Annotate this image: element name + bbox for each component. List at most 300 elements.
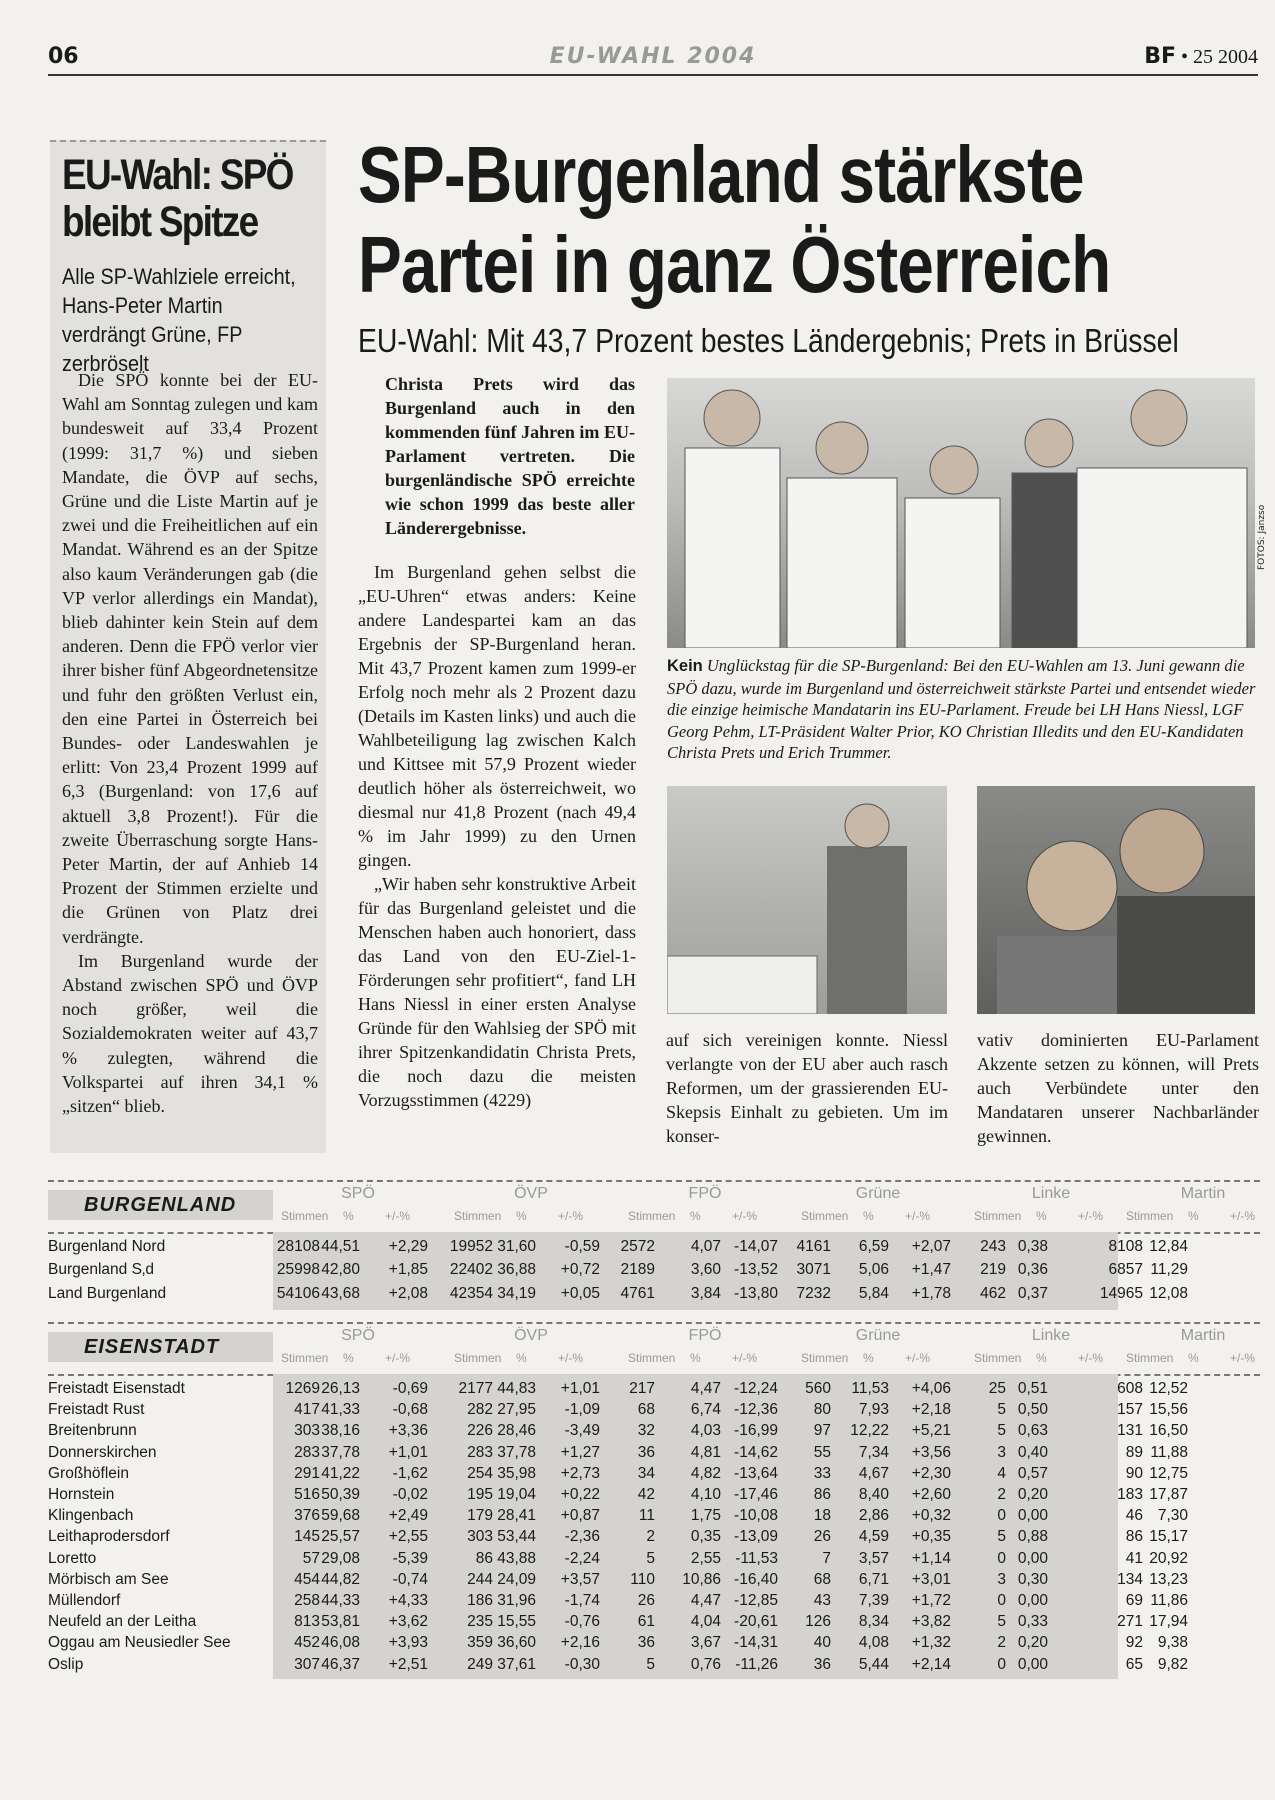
table-cell: +1,01 [560,1380,600,1397]
table-cell: -1,62 [392,1464,428,1482]
photo-placeholder-icon [977,786,1255,1014]
column-subheader: +/-% [732,1351,758,1365]
table-cell: 31,96 [497,1592,536,1609]
table-cell: 25998 [276,1261,320,1279]
table-cell: 46,37 [321,1655,360,1673]
table-cell: 2177 [458,1380,493,1397]
table-cell: +0,35 [911,1528,951,1546]
table-cell: 27,95 [497,1401,536,1419]
publication-issue [1144,44,1258,69]
table-cell: 32 [637,1422,655,1440]
table-cell: 359 [467,1634,493,1652]
table-cell: 258 [294,1592,320,1609]
table-cell: 2,55 [690,1549,721,1567]
table-cell: 25,57 [321,1528,360,1546]
article-column: vativ dominierten EU-Parlament Akzente setzen zu können, will Prets auch Verbündete unter den Mandataren unserer Nachbarländer gewinnen. [977,1030,1259,1146]
table-cell: 42 [637,1486,655,1503]
sidebar-paragraph: Im Burgenland wurde der Abstand zwischen SPÖ und ÖVP noch größer, weil die Sozialdemokraten weiter auf 43,7 % zulegten, während die Volkspartei auf ihren 34,1 % „sitzen“ blieb. [62,950,318,1117]
table-cell: -10,08 [734,1507,778,1525]
table-cell: 22402 [449,1261,493,1279]
table-cell: 271 [1117,1613,1143,1631]
table-cell: 110 [630,1570,655,1588]
subheadline: EU-Wahl: Mit 43,7 Prozent bestes Ländergebnis; Prets in Brüssel [358,322,1179,359]
table-cell: 5 [997,1422,1006,1440]
table-cell: +1,32 [911,1634,951,1652]
table-cell: -0,76 [564,1613,600,1631]
table-cell: 26 [813,1528,831,1546]
table-cell: 53,44 [497,1528,536,1546]
table-cell: 36 [637,1634,655,1652]
table-cell: 5 [997,1613,1006,1631]
table-cell: 0,20 [1017,1486,1048,1503]
column-subheader: % [1188,1209,1199,1223]
column-subheader: +/-% [1078,1209,1104,1223]
column-subheader: Stimmen [454,1209,502,1223]
table-cell: 303 [467,1528,493,1546]
municipality-name: Mörbisch am See [48,1570,169,1588]
table-cell: 235 [467,1613,493,1631]
table-cell: 68 [637,1401,655,1419]
table-cell: 5 [646,1549,655,1567]
column-subheader: % [1188,1351,1199,1365]
table-cell: +2,16 [560,1634,600,1652]
column-subheader: % [343,1209,354,1223]
table-cell: 9,82 [1157,1655,1188,1673]
table-row [48,1399,1260,1421]
table-cell: 376 [294,1507,320,1525]
table-cell: 0,63 [1017,1422,1048,1440]
table-cell: 219 [980,1261,1006,1279]
table-cell: +3,01 [911,1570,951,1588]
table-cell: 34,19 [497,1284,536,1302]
table-cell: +5,21 [911,1422,951,1440]
table-cell: -0,69 [392,1380,428,1397]
table-cell: +3,56 [911,1443,951,1461]
table-cell: 26,13 [321,1380,360,1397]
table-cell: 560 [805,1380,831,1397]
table-cell: 12,08 [1149,1284,1188,1302]
table-cell: -17,46 [734,1486,778,1503]
photo-ballot-box [667,786,947,1014]
table-cell: 291 [294,1464,320,1482]
municipality-name: Müllendorf [48,1592,121,1609]
table-cell: +0,87 [560,1507,600,1525]
table-cell: 4,04 [690,1613,721,1631]
table-cell: 11,86 [1150,1592,1188,1609]
table-cell: -1,74 [564,1592,600,1609]
photo-placeholder-icon [667,378,1255,648]
table-title: EISENSTADT [48,1332,273,1362]
article-lead: Christa Prets wird das Burgenland auch in den kommenden fünf Jahren im EU-Parlament vertreten. Die burgenländische SPÖ erreichte wie schon 1999 das beste aller Länderergebnisse. [385,374,635,538]
table-cell: -12,36 [734,1401,778,1419]
municipality-name: Breitenbrunn [48,1422,137,1440]
table-cell: +2,08 [388,1284,428,1302]
table-cell: 283 [294,1443,320,1461]
table-cell: 244 [467,1570,493,1588]
caption-kicker: Kein [667,657,703,675]
table-cell: 0,00 [1017,1507,1048,1525]
column-subheader: +/-% [558,1351,584,1365]
municipality-name: Loretto [48,1549,97,1567]
table-cell: -14,31 [734,1634,778,1652]
table-cell: 249 [467,1655,493,1673]
table-cell: 303 [294,1422,320,1440]
table-cell: +0,32 [911,1507,951,1525]
party-header-6: Martin [1180,1327,1226,1344]
table-cell: +2,18 [911,1401,951,1419]
table-cell: 4761 [620,1284,655,1302]
table-row [48,1283,1260,1305]
table-cell: 0,88 [1017,1528,1048,1546]
table-cell: 31,60 [497,1238,536,1255]
table-cell: +2,55 [388,1528,428,1546]
table-cell: 283 [467,1443,493,1461]
table-cell: 0,37 [1017,1284,1048,1302]
table-cell: 68 [813,1570,831,1588]
table-cell: 86 [813,1486,831,1503]
table-cell: 0 [997,1507,1006,1525]
column-subheader: % [516,1351,527,1365]
table-cell: 0,33 [1017,1613,1048,1631]
table-cell: 43 [813,1592,831,1609]
column-subheader: % [863,1209,874,1223]
table-cell: 134 [1117,1570,1143,1588]
column-subheader: Stimmen [454,1351,502,1365]
column-subheader: % [690,1209,701,1223]
photo-caption [667,655,1257,764]
table-row [48,1548,1260,1570]
table-cell: 8,40 [858,1486,889,1503]
table-cell: 0,50 [1017,1401,1048,1419]
column-subheader: Stimmen [628,1209,676,1223]
column-subheader: % [863,1351,874,1365]
municipality-name: Freistadt Eisenstadt [48,1380,185,1397]
table-cell: +1,72 [911,1592,951,1609]
table-cell: -3,49 [564,1422,600,1440]
table-cell: 254 [467,1464,493,1482]
column-subheader: +/-% [905,1351,931,1365]
column-subheader: +/-% [385,1209,411,1223]
municipality-name: Oggau am Neusiedler See [48,1634,231,1652]
table-cell: 17,94 [1149,1613,1188,1631]
table-cell: +4,33 [388,1592,428,1609]
table-row [48,1611,1260,1633]
table-cell: +3,82 [911,1613,951,1631]
municipality-name: Burgenland Nord [48,1238,166,1255]
table-cell: 4,10 [690,1486,721,1503]
table-cell: 813 [294,1613,320,1631]
table-cell: 0,00 [1017,1549,1048,1567]
municipality-name: Hornstein [48,1486,115,1503]
article-column [358,560,636,1112]
table-cell: +2,30 [911,1464,951,1482]
table-cell: -0,02 [392,1486,428,1503]
table-cell: 454 [294,1570,320,1588]
table-cell: 7,93 [858,1401,889,1419]
table-cell: 28,46 [497,1422,536,1440]
table-cell: 417 [294,1401,320,1419]
table-cell: 183 [1117,1486,1143,1503]
table-cell: 5,84 [858,1284,889,1302]
table-cell: 15,17 [1149,1528,1188,1546]
table-cell: 4,03 [690,1422,721,1440]
article-paragraph: Im Burgenland gehen selbst die „EU-Uhren“ etwas anders: Keine andere Landespartei kam an das Ergebnis der SP-Burgenland heran. Mit 43,7 Prozent kamen zum 1999-er Erfolg noch mehr als 2 Prozent dazu (Details im Kasten links) und auch die Wahlbeteiligung lag zwischen Kalch und Kittsee mit 57,9 Prozent wieder deutlich höher als österreichweit, wo diesmal nur 41,8 Prozent (nach 49,4 % im Jahr 1999) zu den Urnen gingen. [358,562,636,870]
table-cell: -0,68 [392,1401,428,1419]
table-cell: 37,61 [497,1655,536,1673]
headline: SP-Burgenland stärkste Partei in ganz Österreich [358,130,1111,309]
table-cell: 0 [997,1655,1006,1673]
sidebar-box [50,140,326,1153]
table-cell: 92 [1125,1634,1143,1652]
table-cell: 55 [813,1443,831,1461]
party-header-2: ÖVP [514,1327,548,1344]
table-cell: +0,05 [560,1284,600,1302]
table-cell: 26 [637,1592,655,1609]
party-header-2: ÖVP [514,1185,548,1202]
table-cell: 3,60 [690,1261,721,1279]
table-cell: 28108 [276,1238,320,1255]
publication-logo: BF [1144,44,1176,69]
table-cell: 46,08 [321,1634,360,1652]
table-row [48,1654,1260,1676]
issue-number: • 25 2004 [1180,46,1258,68]
party-header-1: SPÖ [341,1185,375,1202]
table-cell: 0,36 [1017,1261,1048,1279]
column-subheader: +/-% [1078,1351,1104,1365]
table-cell: 0,38 [1017,1238,1048,1255]
column-subheader: +/-% [732,1209,758,1223]
table-cell: 57 [302,1549,320,1567]
column-subheader: % [343,1351,354,1365]
table-cell: 12,75 [1149,1464,1188,1482]
table-cell: 179 [467,1507,493,1525]
table-cell: +2,07 [911,1238,951,1255]
table-cell: -12,24 [734,1380,778,1397]
table-row [48,1442,1260,1464]
municipality-name: Land Burgenland [48,1284,167,1302]
table-header [48,1322,1260,1376]
table-cell: 61 [637,1613,655,1631]
page-header [48,42,1258,76]
photo-group-celebration [667,378,1255,648]
table-cell: +2,29 [388,1238,428,1255]
table-cell: +0,72 [560,1261,600,1279]
table-cell: 42,80 [321,1261,360,1279]
results-table-burgenland [48,1180,1260,1302]
column-subheader: +/-% [1230,1351,1256,1365]
table-cell: 307 [294,1655,320,1673]
table-cell: 243 [980,1238,1006,1255]
caption-text: Unglückstag für die SP-Burgenland: Bei den EU-Wahlen am 13. Juni gewann die SPÖ dazu, wurde im Burgenland und österreichweit stärkste Partei und entsendet wieder die einzige heimische Mandatarin ins EU-Parlament. Freude bei LH Hans Niessl, LGF Georg Pehm, LT-Präsident Walter Prior, KO Christian Illedits und den EU-Kandidaten Christa Prets und Erich Trummer. [667,656,1256,762]
table-cell: 69 [1125,1592,1143,1609]
table-cell: 43,88 [497,1549,536,1567]
table-cell: 15,56 [1149,1401,1188,1419]
table-cell: 43,68 [321,1284,360,1302]
table-cell: -16,99 [734,1422,778,1440]
column-subheader: % [1036,1209,1047,1223]
table-cell: 36 [637,1443,655,1461]
table-cell: 157 [1117,1401,1143,1419]
table-cell: 4 [997,1464,1006,1482]
photo-embrace [977,786,1255,1014]
table-cell: 3,67 [690,1634,721,1652]
table-cell: 19952 [449,1238,493,1255]
table-cell: 0,00 [1017,1592,1048,1609]
table-cell: +2,14 [911,1655,951,1673]
table-title: BURGENLAND [48,1190,273,1220]
table-cell: +3,93 [388,1634,428,1652]
table-cell: 19,04 [497,1486,536,1503]
table-cell: 20,92 [1149,1549,1188,1567]
table-cell: 5,44 [858,1655,889,1673]
table-cell: 86 [475,1549,493,1567]
table-cell: +2,60 [911,1486,951,1503]
table-cell: 12,22 [850,1422,889,1440]
table-cell: 44,33 [321,1592,360,1609]
table-cell: 34 [637,1464,655,1482]
table-cell: 42354 [449,1284,493,1302]
municipality-name: Burgenland S‚d [48,1261,154,1279]
table-cell: 41 [1125,1549,1143,1567]
table-cell: 6,71 [858,1570,889,1588]
table-cell: 2572 [620,1238,655,1255]
party-header-5: Linke [1031,1327,1071,1344]
column-subheader: Stimmen [628,1351,676,1365]
table-cell: 37,78 [321,1443,360,1461]
table-cell: -0,30 [564,1655,600,1673]
table-cell: 3071 [796,1261,831,1279]
table-cell: 4,47 [690,1380,721,1397]
table-row [48,1505,1260,1527]
column-subheader: +/-% [385,1351,411,1365]
table-cell: 2 [646,1528,655,1546]
table-cell: 6,59 [858,1238,889,1255]
sidebar-paragraph: Die SPÖ konnte bei der EU-Wahl am Sonntag zulegen und kam bundesweit auf 33,4 Prozent (1999: 31,7 %) und sieben Mandate, die ÖVP auf sechs, Grüne und die Liste Martin auf je zwei und die Freiheitlichen auf ein Mandat. Während es an der Spitze also kaum Veränderungen gab (die VP verlor allerdings ein Mandat), blieb dahinter kein Stein auf dem anderen. Denn die FPÖ verlor vier ihrer bisher fünf Abgeordnetensitze und fuhr den größten Verlust ein, den eine Partei in Österreich bei Bundes- oder Landeswahlen je erlitt: Von 23,4 Prozent 1999 auf 6,3 (Burgenland: von 17,6 auf aktuell 3,8 Prozent!). Für die zweite Überraschung sorgte Hans-Peter Martin, der auf Anhieb 14 Prozent der Stimmen erzielte und die Grünen von Platz drei verdrängte. [62,370,318,947]
table-cell: 90 [1125,1464,1143,1482]
table-cell: 0 [997,1549,1006,1567]
municipality-name: Klingenbach [48,1507,134,1525]
table-cell: 3,57 [858,1549,889,1567]
sidebar-subtitle: Alle SP-Wahlziele erreicht, Hans-Peter Martin verdrängt Grüne, FP zerbröselt [62,264,296,376]
table-cell: +1,78 [911,1284,951,1302]
table-row [48,1569,1260,1591]
column-subheader: Stimmen [974,1351,1022,1365]
party-header-5: Linke [1031,1185,1071,1202]
column-subheader: +/-% [905,1209,931,1223]
table-cell: +3,62 [388,1613,428,1631]
table-cell: 89 [1125,1443,1143,1461]
column-subheader: Stimmen [281,1209,329,1223]
table-cell: 0,30 [1017,1570,1048,1588]
table-cell: 7,30 [1157,1507,1188,1525]
table-cell: 462 [980,1284,1006,1302]
table-cell: 7 [822,1549,831,1567]
table-cell: -0,59 [564,1238,600,1255]
table-cell: 4,67 [858,1464,889,1482]
table-cell: +2,73 [560,1464,600,1482]
table-cell: -13,80 [734,1284,778,1302]
photo-placeholder-icon [667,786,947,1014]
table-cell: -16,40 [734,1570,778,1588]
table-cell: 10,86 [682,1570,721,1588]
table-cell: +1,27 [560,1443,600,1461]
table-cell: 18 [813,1507,831,1525]
table-cell: 4,82 [690,1464,721,1482]
table-cell: 44,51 [321,1238,360,1255]
table-cell: 29,08 [321,1549,360,1567]
column-subheader: Stimmen [1126,1209,1174,1223]
table-cell: 8108 [1108,1238,1143,1255]
party-header-1: SPÖ [341,1327,375,1344]
party-header-4: Grüne [855,1327,901,1344]
table-cell: -13,09 [734,1528,778,1546]
table-cell: 15,55 [497,1613,536,1631]
table-cell: +3,36 [388,1422,428,1440]
section-title: EU-WAHL 2004 [549,44,757,69]
table-cell: 0,35 [690,1528,721,1546]
table-cell: 2 [997,1486,1006,1503]
table-cell: 7,39 [858,1592,889,1609]
table-cell: 2189 [620,1261,655,1279]
table-cell: 65 [1125,1655,1143,1673]
column-subheader: +/-% [558,1209,584,1223]
table-cell: 11,53 [851,1380,889,1397]
table-cell: 36 [813,1655,831,1673]
table-cell: 36,60 [497,1634,536,1652]
sidebar-title: EU-Wahl: SPÖ bleibt Spitze [62,151,293,246]
sidebar-body [62,368,318,1118]
table-cell: 7232 [796,1284,831,1302]
table-cell: 2,86 [858,1507,889,1525]
table-cell: 0,51 [1017,1380,1048,1397]
photo-credit: FOTOS: Janzso [1257,504,1267,570]
table-cell: 54106 [276,1284,320,1302]
table-cell: 11,29 [1150,1261,1188,1279]
table-cell: 11 [638,1507,655,1525]
table-cell: 6,74 [690,1401,721,1419]
table-row [48,1236,1260,1258]
table-cell: 13,23 [1149,1570,1188,1588]
table-cell: 12,52 [1149,1380,1188,1397]
column-subheader: +/-% [1230,1209,1256,1223]
table-cell: -0,74 [392,1570,428,1588]
table-cell: +1,14 [911,1549,951,1567]
table-cell: 28,41 [497,1507,536,1525]
table-cell: 38,16 [321,1422,360,1440]
party-header-6: Martin [1180,1185,1226,1202]
table-row [48,1378,1260,1400]
column-subheader: Stimmen [1126,1351,1174,1365]
table-cell: +0,22 [560,1486,600,1503]
table-cell: +4,06 [911,1380,951,1397]
table-cell: 16,50 [1149,1422,1188,1440]
sidebar-divider [50,140,326,142]
table-cell: -14,07 [734,1238,778,1255]
table-cell: 2 [997,1634,1006,1652]
table-cell: 86 [1125,1528,1143,1546]
municipality-name: Freistadt Rust [48,1401,145,1419]
table-cell: 186 [467,1592,493,1609]
table-row [48,1484,1260,1506]
table-cell: 46 [1125,1507,1143,1525]
table-cell: 282 [467,1401,493,1419]
table-cell: 226 [467,1422,493,1440]
table-header [48,1180,1260,1234]
column-subheader: Stimmen [801,1351,849,1365]
article-paragraph: „Wir haben sehr konstruktive Arbeit für das Burgenland geleistet und die Menschen haben auch honoriert, dass das Land von den EU-Ziel-1-Förderungen sehr profitiert“, fand LH Hans Niessl in einer ersten Analyse Gründe für den Wahlsieg der SPÖ mit ihrer Spitzenkandidatin Christa Prets, die noch dazu die meisten Vorzugsstimmen (4229) [358,874,636,1110]
table-cell: -11,53 [735,1549,778,1567]
table-cell: 0,76 [690,1655,721,1673]
